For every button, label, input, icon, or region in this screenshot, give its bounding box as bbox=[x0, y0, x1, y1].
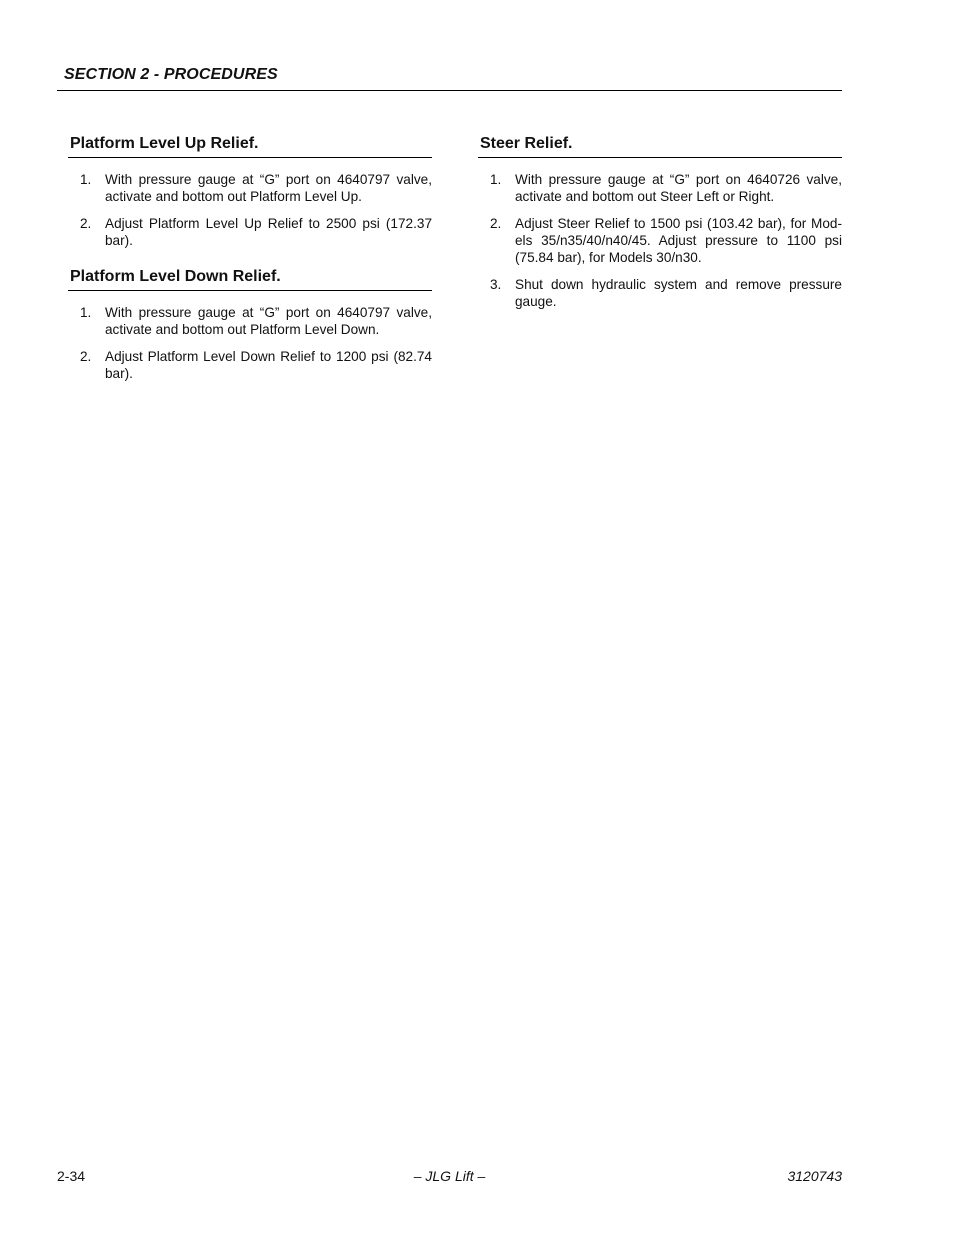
step-number: 1. bbox=[80, 305, 92, 320]
step-item bbox=[478, 171, 842, 205]
page-number: 2-34 bbox=[57, 1168, 86, 1184]
step-number: 2. bbox=[490, 216, 502, 231]
step-item bbox=[68, 304, 432, 338]
page-footer bbox=[57, 1168, 842, 1188]
heading-steer-relief: Steer Relief. bbox=[478, 134, 842, 158]
heading-platform-level-down-relief: Platform Level Down Relief. bbox=[68, 267, 432, 291]
step-item bbox=[478, 215, 842, 266]
steps-steer-relief bbox=[478, 171, 842, 310]
step-item bbox=[68, 171, 432, 205]
step-number: 1. bbox=[80, 172, 92, 187]
step-item bbox=[68, 348, 432, 382]
step-number: 2. bbox=[80, 349, 92, 364]
step-item bbox=[478, 276, 842, 310]
steps-platform-level-down-relief bbox=[68, 304, 432, 382]
step-item bbox=[68, 215, 432, 249]
step-text: With pressure gauge at “G” port on 4640726 valve, activate and bottom out Steer Left or Right. bbox=[515, 172, 842, 204]
step-text: With pressure gauge at “G” port on 4640797 valve, activate and bottom out Platform Level Up. bbox=[105, 172, 432, 204]
step-text: Adjust Steer Relief to 1500 psi (103.42 bar), for Mod-els 35/n35/40/n40/45. Adjust pressure to 1100 psi (75.84 bar), for Models 30/n30. bbox=[515, 216, 842, 265]
steps-platform-level-up-relief bbox=[68, 171, 432, 249]
page-header bbox=[57, 64, 842, 91]
step-text: Adjust Platform Level Up Relief to 2500 psi (172.37 bar). bbox=[105, 216, 432, 248]
left-column bbox=[68, 134, 432, 392]
step-number: 2. bbox=[80, 216, 92, 231]
footer-brand: – JLG Lift – bbox=[413, 1168, 486, 1184]
step-text: Shut down hydraulic system and remove pressure gauge. bbox=[515, 277, 842, 309]
step-number: 1. bbox=[490, 172, 502, 187]
document-number: 3120743 bbox=[787, 1168, 842, 1184]
heading-platform-level-up-relief: Platform Level Up Relief. bbox=[68, 134, 432, 158]
step-number: 3. bbox=[490, 277, 502, 292]
step-text: With pressure gauge at “G” port on 4640797 valve, activate and bottom out Platform Level Down. bbox=[105, 305, 432, 337]
right-column bbox=[478, 134, 842, 320]
step-text: Adjust Platform Level Down Relief to 1200 psi (82.74 bar). bbox=[105, 349, 432, 381]
section-title: SECTION 2 - PROCEDURES bbox=[64, 66, 278, 83]
